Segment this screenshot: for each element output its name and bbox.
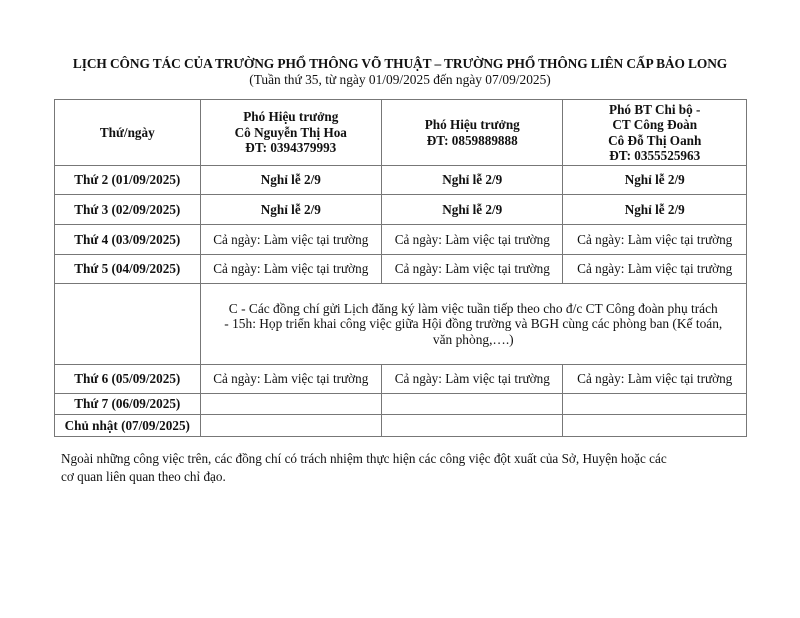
document-title: LỊCH CÔNG TÁC CỦA TRƯỜNG PHỔ THÔNG VÕ THUẬT – TRƯỜNG PHỔ THÔNG LIÊN CẤP BẢO LONG [72,56,728,71]
schedule-cell: Nghỉ lễ 2/9 [563,195,747,225]
note-line: văn phòng,….) [432,331,514,347]
schedule-cell [563,394,747,415]
header-vice-principal-2 [382,100,563,166]
schedule-cell: Nghỉ lễ 2/9 [382,195,563,225]
header-b-role: Phó Hiệu trưởng [424,117,520,132]
table-row [55,365,747,394]
day-cell: Thứ 3 (02/09/2025) [55,195,201,225]
table-row [55,166,747,195]
schedule-cell [382,394,563,415]
schedule-cell [382,415,563,437]
header-union-chair-oanh [563,100,747,166]
header-day [55,100,201,166]
day-cell: Thứ 5 (04/09/2025) [55,255,201,284]
schedule-cell: Nghỉ lễ 2/9 [382,166,563,195]
note-line: - 15h: Họp triển khai công việc giữa Hội đồng trường và BGH cùng các phòng ban (Kế toán, [224,316,723,332]
table-row [55,415,747,437]
document-subtitle: (Tuần thứ 35, từ ngày 01/09/2025 đến ngày 07/09/2025) [249,72,551,87]
table-row-note [55,284,747,365]
schedule-cell: Cả ngày: Làm việc tại trường [563,225,747,255]
schedule-table [54,99,747,437]
schedule-cell: Cả ngày: Làm việc tại trường [382,365,563,394]
schedule-cell: Cả ngày: Làm việc tại trường [200,225,381,255]
header-b-phone: ĐT: 0859889888 [426,132,518,148]
table-row [55,195,747,225]
schedule-cell: Nghỉ lễ 2/9 [200,166,381,195]
weekly-note-cell [200,284,746,365]
note-line: C - Các đồng chí gửi Lịch đăng ký làm việc tuần tiếp theo cho đ/c CT Công đoàn phụ trách [228,300,718,316]
day-cell: Thứ 6 (05/09/2025) [55,365,201,394]
header-vice-principal-hoa [200,100,381,166]
schedule-cell [200,394,381,415]
schedule-cell [200,415,381,437]
header-c-role: Phó BT Chi bộ - [609,101,701,117]
header-day-label: Thứ/ngày [99,124,155,140]
header-a-phone: ĐT: 0394379993 [245,140,337,156]
schedule-cell: Cả ngày: Làm việc tại trường [200,365,381,394]
footer-line: Ngoài những công việc trên, các đồng chí có trách nhiệm thực hiện các công việc đột xuất của Sở, Huyện hoặc các [61,451,667,466]
day-cell: Thứ 4 (03/09/2025) [55,225,201,255]
table-row [55,255,747,284]
header-c-phone: ĐT: 0355525963 [609,148,701,163]
footer-note [61,450,741,486]
schedule-cell: Cả ngày: Làm việc tại trường [200,255,381,284]
schedule-cell: Nghỉ lễ 2/9 [563,166,747,195]
schedule-cell: Cả ngày: Làm việc tại trường [382,225,563,255]
day-cell-empty [55,284,201,365]
day-cell: Chủ nhật (07/09/2025) [55,415,201,437]
schedule-cell: Nghỉ lễ 2/9 [200,195,381,225]
header-a-role: Phó Hiệu trưởng [243,109,339,125]
header-c-role2: CT Công Đoàn [612,117,698,132]
footer-line: cơ quan liên quan theo chỉ đạo. [61,469,226,484]
schedule-cell [563,415,747,437]
schedule-cell: Cả ngày: Làm việc tại trường [563,365,747,394]
header-c-name: Cô Đỗ Thị Oanh [608,132,702,148]
table-row [55,394,747,415]
schedule-cell: Cả ngày: Làm việc tại trường [563,255,747,284]
table-header-row [55,100,747,166]
day-cell: Thứ 7 (06/09/2025) [55,394,201,415]
table-row [55,225,747,255]
day-cell: Thứ 2 (01/09/2025) [55,166,201,195]
header-a-name: Cô Nguyễn Thị Hoa [234,124,347,140]
schedule-cell: Cả ngày: Làm việc tại trường [382,255,563,284]
